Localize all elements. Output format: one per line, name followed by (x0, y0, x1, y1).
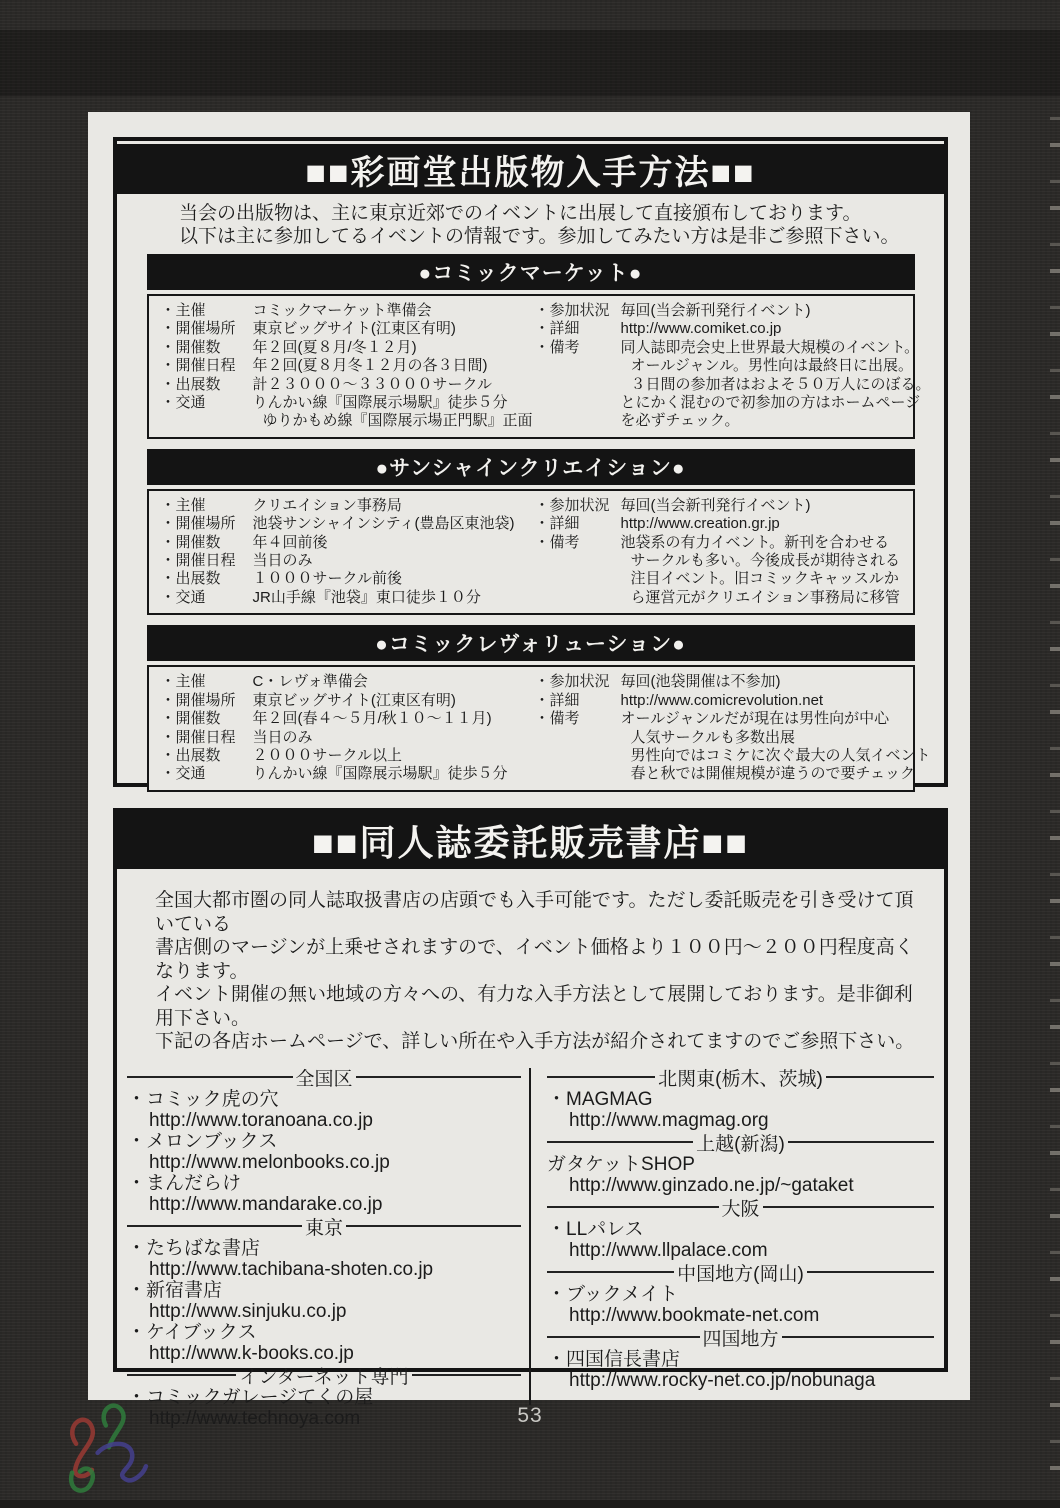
event-field-label: ・開催日程 (160, 552, 236, 570)
section-how-to-obtain-title-bar (117, 144, 944, 194)
event-field-value: 毎回(池袋開催は不参加) (620, 673, 781, 691)
event-field-value: りんかい線『国際展示場駅』徒歩５分 (252, 765, 508, 783)
region-header-label: 上越(新潟) (696, 1133, 785, 1155)
watermark-signature (30, 1374, 175, 1508)
event-field-label: ・参加状況 (534, 673, 610, 691)
store-url: http://www.mandarake.co.jp (149, 1193, 383, 1215)
store-name: ・LLパレス (547, 1218, 644, 1240)
event-field-value: 男性向ではコミケに次ぐ最大の人気イベント (630, 746, 931, 764)
event-field-value: コミックマーケット準備会 (252, 302, 432, 319)
region-header (547, 1066, 934, 1089)
event-field-value: 当日のみ (252, 552, 313, 570)
store-url: http://www.k-books.co.jp (149, 1342, 354, 1364)
event-field-value: サークルも多い。今後成長が期待される (630, 552, 901, 570)
event-field-value: C・レヴォ準備会 (252, 673, 368, 691)
event-field-value: http://www.comiket.co.jp (620, 320, 782, 338)
event-field-label: ・主催 (160, 673, 206, 691)
store-item (547, 1284, 934, 1326)
event-field-value: 春と秋では開催規模が違うので要チェック (630, 765, 916, 783)
event-details (147, 489, 915, 615)
store-item (127, 1322, 521, 1364)
event-field-value: 計２３０００～３３０００サークル (252, 375, 493, 393)
event-field-value: ３日間の参加者はおよそ５０万人にのぼる。 (630, 375, 931, 393)
event-field-row (161, 394, 535, 412)
event-field-value: 池袋系の有力イベント。新刊を合わせる (620, 533, 890, 551)
event-field-label: ・詳細 (534, 320, 580, 338)
store-item (547, 1089, 934, 1131)
store-name: ・コミックガレージてくの屋 (127, 1386, 374, 1408)
store-url: http://www.bookmate-net.com (569, 1304, 820, 1326)
event-field-label: ・参加状況 (534, 302, 610, 319)
intro-line: 当会の出版物は、主に東京近郊でのイベントに出展して直接頒布しております。 (179, 203, 862, 224)
region-header (127, 1364, 521, 1387)
event-field-label: ・開催日程 (160, 728, 236, 746)
event-details-right (534, 673, 931, 783)
region-header-label: 全国区 (295, 1068, 353, 1090)
store-url: http://www.rocky-net.co.jp/nobunaga (569, 1369, 876, 1391)
event-field-value: ２０００サークル以上 (252, 746, 403, 764)
event-field-value: オールジャンル。男性向は最終日に出展。 (630, 357, 913, 375)
section-intro (117, 194, 944, 254)
event-field-label: ・出展数 (160, 746, 221, 764)
event-field-row (161, 339, 535, 357)
event-field-label: ・主催 (160, 496, 206, 514)
event-field-value: http://www.comicrevolution.net (620, 691, 824, 709)
event-field-row (535, 394, 921, 412)
event-field-label (535, 376, 621, 394)
event-field-row (161, 357, 535, 375)
event-title: ●サンシャインクリエイション● (375, 456, 686, 480)
store-url: http://www.ginzado.ne.jp/~gataket (569, 1174, 854, 1196)
column-divider (529, 1068, 531, 1405)
event-field-row (534, 338, 920, 357)
event-field-label: ・開催数 (160, 710, 221, 728)
event-field-value: 同人誌即売会史上世界最大規模のイベント。 (620, 338, 920, 356)
event-field-label: ・詳細 (534, 515, 580, 533)
event-field-value: 東京ビッグサイト(江東区有明) (252, 320, 456, 338)
event-title-bar (147, 625, 915, 661)
intro-line: 書店側のマージンが上乗せされますので、イベント価格より１００円～２００円程度高くなります。 (155, 937, 914, 982)
store-item (127, 1173, 521, 1215)
store-name: ・ブックメイト (547, 1283, 679, 1305)
event-field-value: 池袋サンシャインシティ(豊島区東池袋) (252, 515, 515, 533)
event-field-row (535, 497, 909, 515)
intro-line: イベント開催の無い地域の方々への、有力な入手方法として展開しております。是非御利用下さい。 (155, 984, 913, 1029)
event-box-comic-market (147, 254, 931, 439)
event-field-row (161, 497, 535, 515)
event-field-row (161, 534, 535, 552)
section-title: ■■同人誌委託販売書店■■ (312, 822, 749, 863)
store-item (547, 1349, 934, 1391)
event-field-value: 東京ビッグサイト(江東区有明) (252, 691, 456, 709)
event-field-row (161, 515, 535, 533)
event-field-label: ・開催数 (160, 338, 221, 356)
store-name: ・新宿書店 (127, 1279, 223, 1301)
section-title: ■■彩画堂出版物入手方法■■ (305, 153, 756, 192)
event-field-row (161, 570, 535, 588)
section-how-to-obtain (113, 137, 948, 787)
event-field-label: ・交通 (160, 394, 206, 412)
event-field-row (161, 729, 535, 747)
event-field-label (535, 747, 621, 765)
event-field-row (535, 570, 909, 588)
store-column-right (529, 1066, 940, 1429)
region-header-label: 中国地方(岡山) (677, 1263, 804, 1285)
store-name: ・まんだらけ (127, 1172, 242, 1194)
event-field-label: ・開催場所 (160, 691, 236, 709)
event-field-label: ・参加状況 (534, 496, 610, 514)
event-field-value: クリエイション事務局 (252, 496, 402, 514)
event-field-row (161, 692, 535, 710)
event-details-left (161, 673, 535, 783)
event-field-row (535, 375, 931, 394)
event-field-row (535, 357, 913, 375)
event-field-row (535, 515, 909, 533)
event-field-value: 注目イベント。旧コミックキャッスルか (630, 570, 899, 588)
event-field-label: ・出展数 (160, 570, 221, 588)
store-item (127, 1280, 521, 1322)
event-field-value: を必ずチェック。 (620, 412, 740, 430)
event-box-comic-revolution (147, 625, 931, 791)
event-field-label: ・開催数 (160, 533, 221, 551)
region-header-label: 東京 (305, 1217, 344, 1239)
event-field-row (161, 765, 535, 783)
store-name: ・メロンブックス (127, 1130, 278, 1152)
event-field-label (535, 570, 621, 588)
event-field-label (535, 729, 621, 747)
event-field-row (535, 710, 909, 728)
region-header (127, 1066, 521, 1089)
event-field-value: １０００サークル前後 (252, 570, 403, 588)
event-field-label: ・交通 (160, 765, 206, 783)
event-field-row (535, 534, 909, 552)
store-name: ・MAGMAG (547, 1088, 653, 1110)
event-field-label (535, 765, 621, 783)
event-field-row (535, 589, 909, 607)
event-field-value: ら運営元がクリエイション事務局に移管 (630, 588, 900, 606)
store-url: http://www.tachibana-shoten.co.jp (149, 1258, 434, 1280)
event-field-label: ・備考 (534, 338, 580, 356)
region-header (547, 1261, 934, 1284)
region-header-label: 北関東(栃木、茨城) (658, 1068, 823, 1090)
event-box-sunshine-creation (147, 449, 915, 615)
event-field-value: 年２回(夏８月/冬１２月) (252, 338, 417, 356)
store-url: http://www.technoya.com (149, 1407, 361, 1429)
store-columns (117, 1066, 944, 1429)
section-intro (117, 869, 944, 1062)
event-field-row (161, 376, 535, 394)
region-header-label: 大阪 (721, 1198, 760, 1220)
scan-shadow-band (0, 30, 1060, 96)
event-field-value: 毎回(当会新刊発行イベント) (620, 302, 811, 319)
event-field-label (161, 412, 253, 430)
event-field-label (535, 412, 621, 430)
store-item (547, 1154, 934, 1196)
event-field-row (161, 673, 535, 691)
store-item (127, 1131, 521, 1173)
event-field-value: オールジャンルだが現在は男性向が中心 (620, 710, 890, 728)
event-field-label (535, 589, 621, 607)
event-field-label: ・出展数 (160, 375, 221, 393)
event-title-bar (147, 449, 915, 485)
intro-line: 全国大都市圏の同人誌取扱書店の店頭でも入手可能です。ただし委託販売を引き受けて頂いている (155, 890, 914, 935)
event-field-value: http://www.creation.gr.jp (620, 515, 780, 533)
event-field-label: ・交通 (160, 588, 206, 606)
event-field-row (161, 412, 535, 430)
event-field-value: 毎回(当会新刊発行イベント) (620, 496, 811, 514)
event-field-row (535, 692, 909, 710)
event-field-row (535, 320, 909, 338)
event-details-left (161, 302, 535, 431)
store-name: ガタケットSHOP (547, 1153, 695, 1175)
event-field-label (535, 552, 621, 570)
intro-line: 下記の各店ホームページで、詳しい所在や入手方法が紹介されてますのでご参照下さい。 (155, 1031, 915, 1052)
event-field-row (161, 710, 535, 728)
event-field-label (535, 394, 621, 412)
store-name: ・たちばな書店 (127, 1237, 261, 1259)
event-field-label: ・主催 (160, 302, 206, 319)
event-field-row (535, 552, 909, 570)
event-field-row (161, 302, 535, 320)
section-consignment-title-bar (117, 812, 944, 869)
region-header (547, 1326, 934, 1349)
store-name: ・四国信長書店 (547, 1348, 681, 1370)
event-field-row (535, 729, 909, 747)
page-number: 53 (517, 1404, 543, 1427)
region-header (547, 1196, 934, 1219)
store-url: http://www.melonbooks.co.jp (149, 1151, 390, 1173)
event-field-row (161, 552, 535, 570)
event-field-value: JR山手線『池袋』東口徒歩１０分 (252, 588, 481, 606)
event-field-value: 人気サークルも多数出展 (630, 728, 796, 746)
event-details-right (534, 302, 931, 431)
region-header (547, 1131, 934, 1154)
store-item (127, 1238, 521, 1280)
event-field-row (535, 302, 909, 320)
region-header-label: インターネット専門 (239, 1366, 409, 1388)
event-field-row (535, 412, 909, 430)
event-field-value: 年４回前後 (252, 533, 328, 551)
event-details (147, 665, 931, 791)
event-details-left (161, 497, 535, 607)
store-item (127, 1089, 521, 1131)
event-details-right (535, 497, 909, 607)
event-field-label (535, 357, 621, 375)
event-field-label: ・詳細 (534, 691, 580, 709)
store-name: ・ケイブックス (127, 1321, 257, 1343)
event-field-value: 年２回(春４～５月/秋１０～１１月) (252, 710, 492, 728)
event-field-value: りんかい線『国際展示場駅』徒歩５分 (252, 394, 508, 412)
event-title-bar (147, 254, 915, 290)
event-field-row (535, 765, 916, 783)
event-field-row (161, 747, 535, 765)
store-column-left (117, 1066, 529, 1429)
event-field-label: ・開催日程 (160, 357, 236, 375)
event-field-value: とにかく混むので初参加の方はホームページ (620, 394, 921, 412)
store-url: http://www.sinjuku.co.jp (149, 1300, 347, 1322)
event-field-value: 年２回(夏８月冬１２月の各３日間) (252, 357, 488, 375)
scan-page-edge (1050, 90, 1060, 1470)
store-url: http://www.llpalace.com (569, 1239, 768, 1261)
store-url: http://www.magmag.org (569, 1109, 769, 1131)
event-field-row (535, 746, 931, 765)
event-field-label: ・備考 (534, 533, 580, 551)
event-title: ●コミックマーケット● (418, 262, 643, 285)
event-field-label: ・開催場所 (160, 320, 236, 338)
event-field-label: ・開催場所 (160, 515, 236, 533)
event-field-value: ゆりかもめ線『国際展示場正門駅』正面 (262, 412, 533, 430)
event-details (147, 294, 931, 439)
store-name: ・コミック虎の穴 (127, 1088, 279, 1110)
store-url: http://www.toranoana.co.jp (149, 1109, 373, 1131)
intro-line: 以下は主に参加してるイベントの情報です。参加してみたい方は是非ご参照下さい。 (179, 226, 900, 247)
event-field-value: 当日のみ (252, 728, 313, 746)
event-field-row (161, 320, 535, 338)
event-field-row (161, 589, 535, 607)
event-field-label: ・備考 (534, 710, 580, 728)
store-item (547, 1219, 934, 1261)
event-field-row (535, 673, 909, 691)
event-title: ●コミックレヴォリューション● (375, 633, 686, 657)
region-header (127, 1215, 521, 1238)
region-header-label: 四国地方 (702, 1328, 779, 1350)
